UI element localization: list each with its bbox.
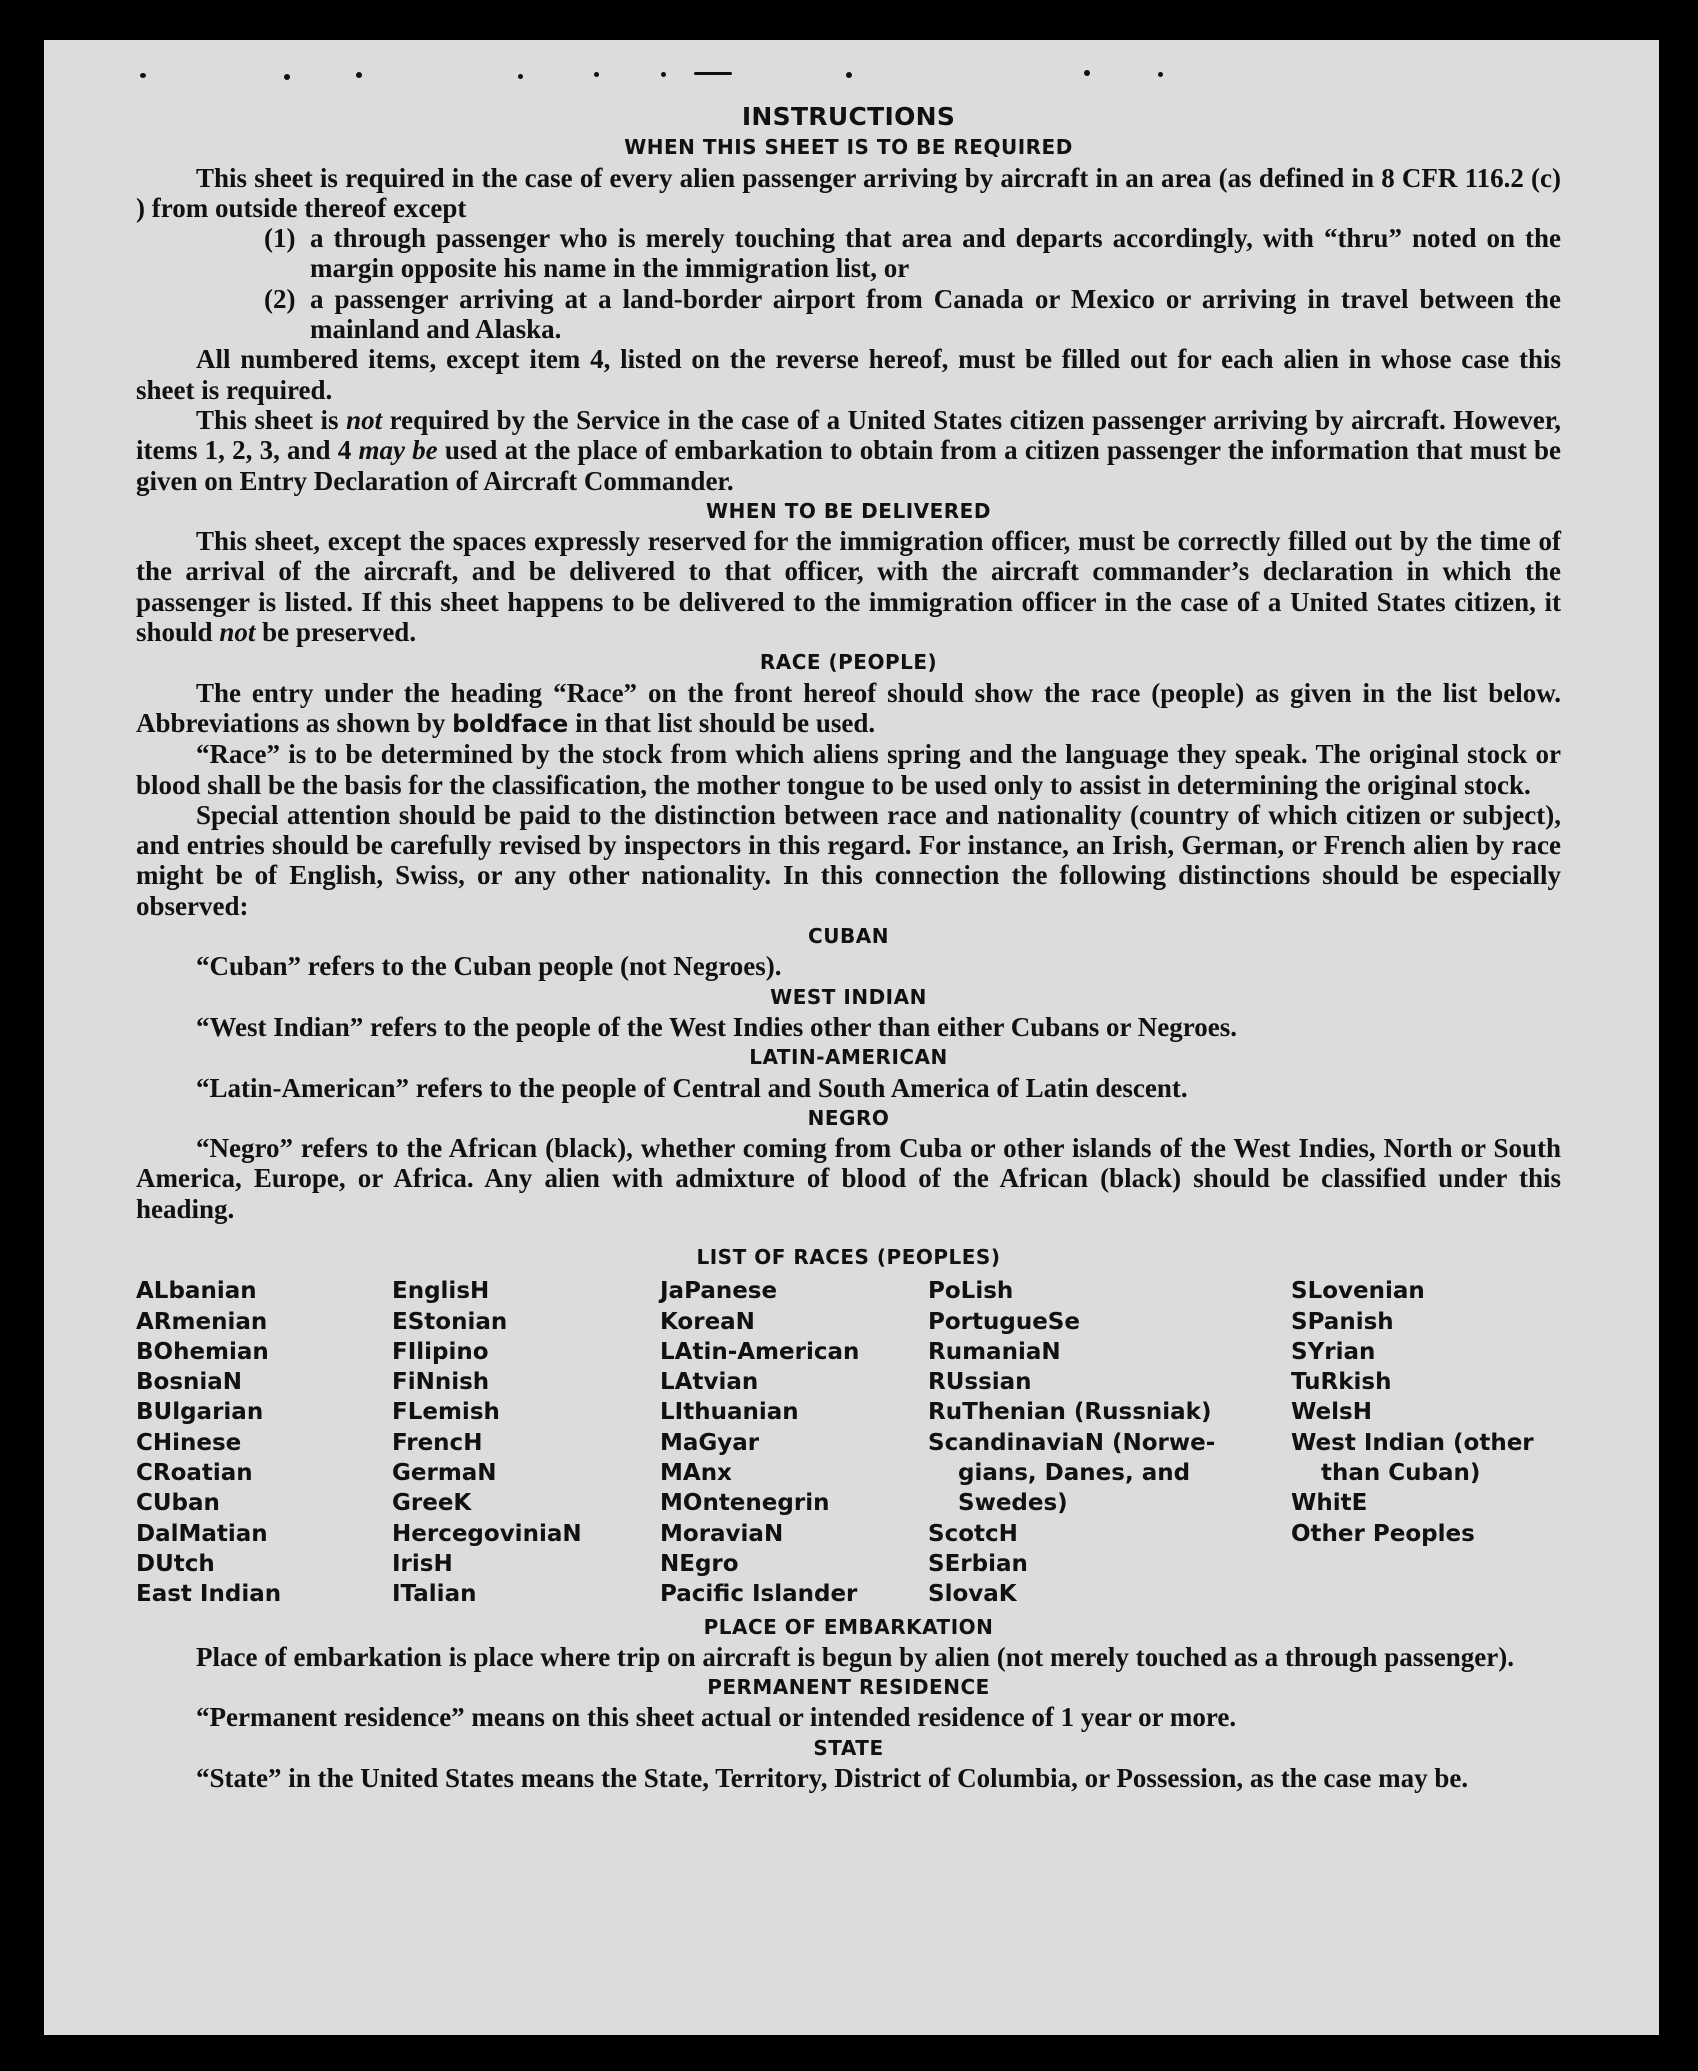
text-run: be preserved.: [262, 617, 417, 648]
paragraph: [136, 678, 1561, 740]
section-heading-required: WHEN THIS SHEET IS TO BE REQUIRED: [624, 135, 1073, 160]
race-name: BOhemian: [136, 1338, 269, 1365]
race-name: MaGyar: [660, 1429, 760, 1456]
scan-speck: [1158, 72, 1163, 77]
paragraph: [136, 405, 1561, 496]
paragraph: “State” in the United States means the State, Territory, District of Columbia, or Possession, as the case may be.: [196, 1763, 1469, 1794]
race-name: EnglisH: [392, 1278, 490, 1305]
scan-speck: [661, 72, 666, 77]
spacer: [136, 1224, 1561, 1242]
race-name: CHinese: [136, 1429, 242, 1456]
race-name: CUban: [136, 1490, 220, 1517]
race-name: MOntenegrin: [660, 1490, 830, 1517]
race-name: LIthuanian: [660, 1399, 799, 1426]
exception-number: (2): [264, 283, 296, 314]
race-name: LAtin-American: [660, 1338, 860, 1365]
race-name: FIlipino: [392, 1338, 489, 1365]
race-name: MAnx: [660, 1460, 732, 1487]
text-run: required by the Service in the case of a United States citizen passenger arriving by aircraft. However, items 1, 2, 3, and 4: [136, 404, 1562, 466]
race-column-1: [136, 1276, 392, 1609]
emphasis: not: [219, 617, 256, 648]
race-name: SLovenian: [1291, 1278, 1425, 1305]
race-name: RUssian: [928, 1369, 1032, 1396]
race-name-continuation: gians, Danes, and: [958, 1460, 1191, 1487]
race-name: HercegoviniaN: [392, 1520, 582, 1547]
text-run: used at the place of embarkation to obtain from a citizen passenger the information that must be given on Entry Declaration of Aircraft Commander.: [136, 435, 1561, 496]
race-name: ALbanian: [136, 1278, 257, 1305]
race-name: East Indian: [136, 1581, 282, 1608]
race-name: SYrian: [1291, 1338, 1376, 1365]
text-run: This sheet, except the spaces expressly reserved for the immigration officer, must be correctly filled out by the time of the arrival of the aircraft, and be delivered to that officer, with the aircraft commander’s declaration in which the passenger is listed. If this sheet happens to be delivered to the immigration officer in the case of a United States citizen, it should: [136, 526, 1561, 648]
exception-number: (1): [264, 223, 296, 254]
paragraph: [136, 526, 1561, 647]
paragraph: All numbered items, except item 4, listed on the reverse hereof, must be filled out for each alien in whose case this sheet is required.: [136, 344, 1561, 405]
race-name: NEgro: [660, 1550, 739, 1577]
race-name: SlovaK: [928, 1581, 1017, 1608]
race-name: WhitE: [1291, 1490, 1368, 1517]
race-name: PoLish: [928, 1278, 1014, 1305]
race-name: PortugueSe: [928, 1308, 1080, 1335]
race-name: LAtvian: [660, 1369, 759, 1396]
document-sheet: [44, 40, 1659, 2035]
race-column-4: [928, 1276, 1291, 1609]
section-heading-negro: NEGRO: [807, 1105, 890, 1130]
race-name: GreeK: [392, 1490, 472, 1517]
paragraph: “Permanent residence” means on this sheet actual or intended residence of 1 year or more.: [196, 1702, 1237, 1733]
race-name: JaPanese: [660, 1278, 778, 1305]
race-name: MoraviaN: [660, 1520, 784, 1547]
section-heading-west-indian: WEST INDIAN: [770, 984, 927, 1009]
race-name: IrisH: [392, 1550, 453, 1577]
paragraph: This sheet is required in the case of every alien passenger arriving by aircraft in an area (as defined in 8 CFR 116.2 (c) ) from outside thereof except: [136, 162, 1561, 223]
section-heading-embarkation: PLACE OF EMBARKATION: [703, 1614, 994, 1639]
race-name: TuRkish: [1291, 1369, 1392, 1396]
scan-speck: [518, 74, 523, 79]
paragraph: “Cuban” refers to the Cuban people (not Negroes).: [196, 951, 782, 982]
scan-speck: [356, 72, 362, 78]
race-name: ScandinaviaN (Norwe-: [928, 1429, 1216, 1456]
scan-speck: [284, 74, 290, 80]
emphasis: may be: [358, 435, 438, 466]
paragraph: “Latin-American” refers to the people of Central and South America of Latin descent.: [196, 1072, 1188, 1103]
text-run: in that list should be used.: [575, 707, 876, 738]
race-name: West Indian (other: [1291, 1429, 1534, 1456]
text-run: This sheet is: [196, 404, 339, 435]
boldface-term: boldface: [452, 709, 569, 738]
exception-text: a passenger arriving at a land-border airport from Canada or Mexico or arriving in travel between the mainland and Alaska.: [310, 283, 1561, 345]
race-name: BosniaN: [136, 1369, 243, 1396]
exception-item: [136, 223, 1561, 284]
paragraph: Special attention should be paid to the distinction between race and nationality (country of which citizen or subject), and entries should be carefully revised by inspectors in this regard. For instance, an Irish, German, or French alien by race might be of English, Swiss, or any other nationality. In this connection the following distinctions should be especially observed:: [136, 799, 1561, 921]
scan-speck: [140, 73, 146, 78]
race-name: RuThenian (Russniak): [928, 1399, 1212, 1426]
race-name: ITalian: [392, 1581, 477, 1608]
race-name-continuation: Swedes): [958, 1490, 1068, 1517]
race-name: BUlgarian: [136, 1399, 264, 1426]
section-heading-latin-american: LATIN-AMERICAN: [749, 1045, 948, 1070]
section-heading-delivered: WHEN TO BE DELIVERED: [706, 498, 991, 523]
section-heading-cuban: CUBAN: [808, 924, 889, 949]
race-name: Other Peoples: [1291, 1520, 1475, 1547]
race-name: SErbian: [928, 1550, 1028, 1577]
race-name: RumaniaN: [928, 1338, 1061, 1365]
race-name: Pacific Islander: [660, 1581, 858, 1608]
race-name: FrencH: [392, 1429, 483, 1456]
section-heading-race: RACE (PEOPLE): [759, 650, 938, 675]
text-run: The entry under the heading “Race” on the front hereof should show the race (people) as given in the list below. Abbreviations as shown by: [136, 677, 1561, 738]
race-name: FLemish: [392, 1399, 500, 1426]
exception-item: [136, 284, 1561, 345]
paragraph: Place of embarkation is place where trip on aircraft is begun by alien (not merely touched as a through passenger).: [196, 1641, 1514, 1672]
section-heading-list: LIST OF RACES (PEOPLES): [696, 1244, 1001, 1269]
race-name: GermaN: [392, 1460, 497, 1487]
scan-speck: [846, 72, 852, 78]
paragraph: “West Indian” refers to the people of the West Indies other than either Cubans or Negroes.: [196, 1011, 1238, 1042]
race-name: WelsH: [1291, 1399, 1372, 1426]
scan-speck: [1084, 70, 1090, 76]
race-column-2: [392, 1276, 660, 1609]
race-name: SPanish: [1291, 1308, 1394, 1335]
page-title: INSTRUCTIONS: [741, 102, 956, 131]
race-list: [136, 1276, 1561, 1609]
race-name: DUtch: [136, 1550, 215, 1577]
race-name: ScotcH: [928, 1520, 1018, 1547]
race-name: CRoatian: [136, 1460, 253, 1487]
race-column-3: [660, 1276, 928, 1609]
emphasis: not: [346, 404, 383, 435]
race-name: FiNnish: [392, 1369, 490, 1396]
scan-speck: [594, 72, 599, 77]
section-heading-state: STATE: [813, 1735, 884, 1760]
scan-speck: [694, 72, 732, 75]
paragraph: “Negro” refers to the African (black), whether coming from Cuba or other islands of the West Indies, North or South America, Europe, or Africa. Any alien with admixture of blood of the African (black) should be classified under this heading.: [136, 1133, 1561, 1224]
race-name-continuation: than Cuban): [1321, 1460, 1481, 1487]
race-name: EStonian: [392, 1308, 508, 1335]
instructions-text: [136, 102, 1561, 1793]
race-column-5: [1291, 1276, 1561, 1609]
race-name: KoreaN: [660, 1308, 755, 1335]
section-heading-residence: PERMANENT RESIDENCE: [707, 1675, 990, 1700]
race-name: ARmenian: [136, 1308, 268, 1335]
exception-text: a through passenger who is merely touching that area and departs accordingly, with “thru” noted on the margin opposite his name in the immigration list, or: [310, 223, 1561, 284]
paragraph: “Race” is to be determined by the stock from which aliens spring and the language they speak. The original stock or blood shall be the basis for the classification, the mother tongue to be used only to assist in determining the original stock.: [136, 739, 1561, 800]
race-name: DalMatian: [136, 1520, 268, 1547]
